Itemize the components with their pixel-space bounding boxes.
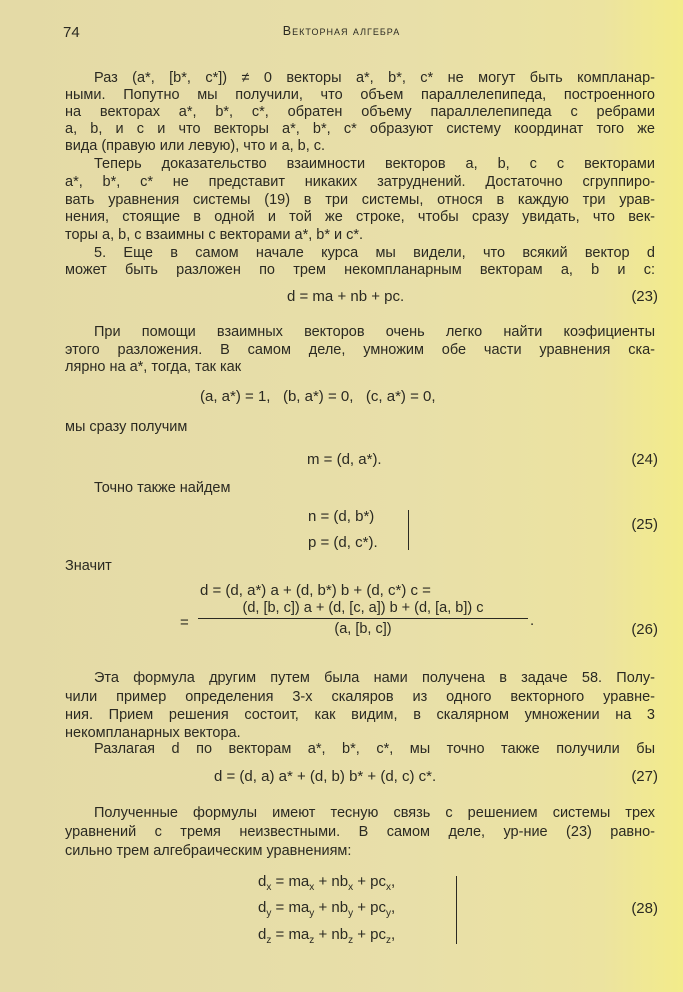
equation-label: (23) — [631, 288, 658, 305]
text-line: вида (правую или левую), что и a, b, c. — [65, 138, 326, 154]
text-line: Точно также найдем — [94, 480, 231, 496]
text-line: Раз (a*, [b*, c*]) ≠ 0 векторы a*, b*, c* не могут быть компланар- — [94, 70, 655, 86]
text-line: лярно на a*, тогда, так как — [65, 359, 242, 375]
equation-23: d = ma + nb + pc. — [287, 288, 405, 305]
equation-26-eq-sign: = — [180, 614, 189, 631]
text-line: Разлагая d по векторам a*, b*, c*, мы точно также получили бы — [94, 741, 655, 757]
subscript: z — [266, 935, 272, 946]
term: = ma — [271, 926, 310, 943]
text-line: может быть разложен по трем некомпланарным векторам a, b и c: — [65, 262, 655, 278]
term: + nb — [314, 873, 349, 890]
text-line: некомпланарных вектора. — [65, 725, 241, 741]
running-title: Векторная алгебра — [282, 24, 401, 38]
equation-26-dot: . — [530, 612, 535, 629]
term: = ma — [271, 873, 310, 890]
term: + pc — [353, 873, 386, 890]
term: , — [391, 899, 396, 916]
text-line: Эта формула другим путем была нами получена в задаче 58. Полу- — [94, 670, 655, 686]
subscript: y — [348, 908, 354, 919]
text-line: уравнений с тремя неизвестными. В самом деле, ур-ние (23) равно- — [65, 824, 655, 840]
equation-label: (25) — [631, 516, 658, 533]
equation-25-row: p = (d, c*). — [308, 534, 378, 551]
text-line: Полученные формулы имеют тесную связь с решением системы трех — [94, 805, 655, 821]
term: + pc — [353, 926, 386, 943]
subscript: x — [266, 882, 272, 893]
brace — [404, 510, 409, 550]
term: , — [391, 873, 396, 890]
term: + pc — [353, 899, 386, 916]
text-line: мы сразу получим — [65, 419, 188, 435]
brace — [454, 876, 457, 944]
subscript: y — [386, 908, 391, 919]
term: , — [391, 926, 396, 943]
term: + nb — [314, 899, 349, 916]
subscript: z — [386, 935, 391, 946]
fraction-denominator: (a, [b, c]) — [334, 621, 392, 637]
equation-28-row — [258, 873, 395, 897]
term: d — [258, 873, 267, 890]
subscript: x — [309, 882, 315, 893]
page-number: 74 — [63, 24, 80, 41]
text-line: ния. Прием решения состоит, как видим, в скалярном умножении на 3 — [65, 707, 655, 723]
text-line: на векторах a*, b*, c*, обратен объему параллелепипеда с ребрами — [65, 104, 655, 120]
text-line: 5. Еще в самом начале курса мы видели, что всякий вектор d — [94, 245, 655, 261]
text-line: При помощи взаимных векторов очень легко найти коэфициенты — [94, 324, 655, 340]
subscript: y — [266, 908, 272, 919]
term: = ma — [271, 899, 310, 916]
equation-label: (27) — [631, 768, 658, 785]
equation-dot-products: (a, a*) = 1, (b, a*) = 0, (c, a*) = 0, — [200, 388, 436, 405]
equation-26-line1: d = (d, a*) a + (d, b*) b + (d, c*) c = — [200, 582, 431, 599]
text-line: нения, стоящие в одной и той же строке, чтобы сразу увидать, что век- — [65, 209, 655, 225]
text-line: ными. Попутно мы получили, что объем параллелепипеда, построенного — [65, 87, 655, 103]
subscript: y — [309, 908, 315, 919]
equation-28-row — [258, 926, 395, 950]
term: d — [258, 899, 267, 916]
subscript: z — [348, 935, 354, 946]
equation-27: d = (d, a) a* + (d, b) b* + (d, c) c*. — [214, 768, 437, 785]
text-line: торы a, b, c взаимны с векторами a*, b* и c*. — [65, 227, 364, 243]
equation-25-row: n = (d, b*) — [308, 508, 375, 525]
equation-label: (26) — [631, 621, 658, 638]
subscript: x — [386, 882, 391, 893]
term: + nb — [314, 926, 349, 943]
text-line: Теперь доказательство взаимности векторов a, b, c с векторами — [94, 156, 655, 172]
text-line: a*, b*, c* не представит никаких затруднений. Достаточно сгруппиро- — [65, 174, 655, 190]
text-line: a, b, и c и что векторы a*, b*, c* образуют систему координат того же — [65, 121, 655, 137]
text-line: Значит — [65, 558, 112, 574]
term: d — [258, 926, 267, 943]
equation-26-fraction — [198, 600, 528, 637]
text-line: этого разложения. В самом деле, умножим обе части уравнения ска- — [65, 342, 655, 358]
equation-label: (24) — [631, 451, 658, 468]
subscript: x — [348, 882, 354, 893]
equation-24: m = (d, a*). — [307, 451, 382, 468]
text-line: вать уравнения системы (19) в три системы, относя в каждую три урав- — [65, 192, 655, 208]
text-line: чили пример определения 3-х скаляров из одного векторного уравне- — [65, 689, 655, 705]
equation-28-row — [258, 899, 395, 923]
text-line: сильно трем алгебраическим уравнениям: — [65, 843, 352, 859]
subscript: z — [309, 935, 315, 946]
equation-label: (28) — [631, 900, 658, 917]
fraction-numerator: (d, [b, c]) a + (d, [c, a]) b + (d, [a, b]) c — [198, 600, 528, 619]
